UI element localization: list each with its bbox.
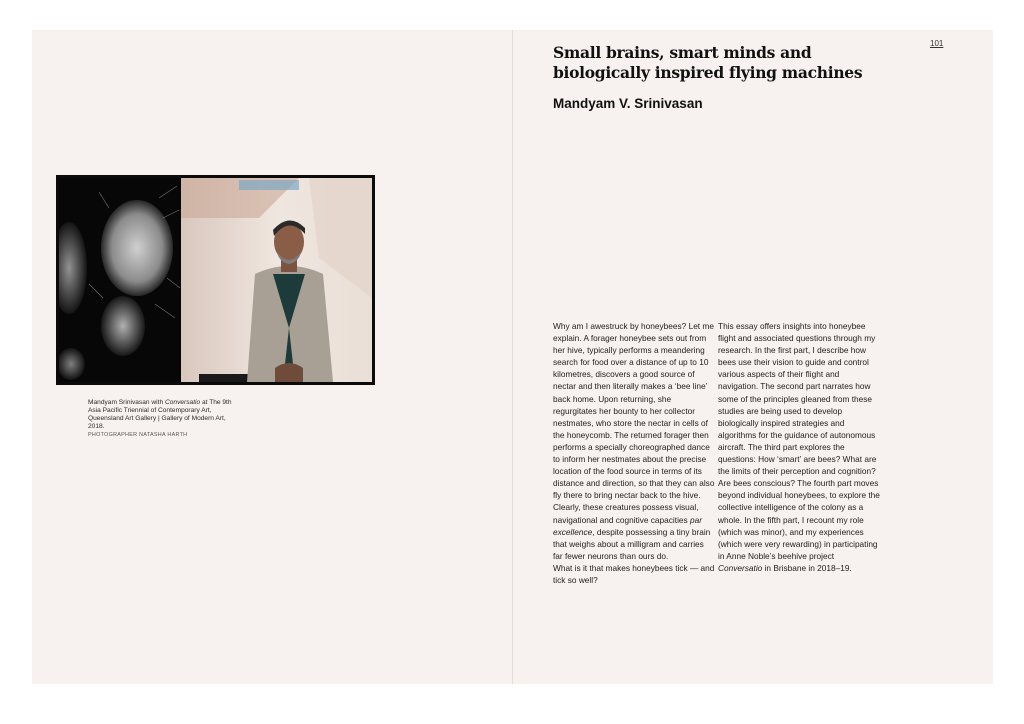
portrait-photograph (56, 175, 375, 385)
paragraph-3-text: This essay offers insights into honeybee flight and associated questions through my research. In the first part, I describe how bees use their vision to guide and control various aspects of their flight and navigation. The second part narrates how some of the principles gleaned from these studies are being used to develop biologically inspired strategies and algorithms for the guidance of autonomous aircraft. The third part explores the questions: How ‘smart’ are bees? What are the limits of their perception and cognition? Are bees conscious? The fourth part moves beyond individual honeybees, to explore the collective intelligence of the colony as a whole. In the fifth part, I recount my role (which was minor), and my experiences (which were very rewarding) in participating in Anne Noble’s beehive project (718, 321, 880, 561)
paragraph-3-end: in Brisbane in 2018–19. (762, 562, 852, 573)
body-column-2 (718, 320, 880, 574)
body-column-1 (553, 320, 715, 586)
page-number: 101 (930, 39, 944, 48)
page-gutter (512, 30, 513, 684)
caption-name: Mandyam Srinivasan with (88, 399, 165, 406)
photo-caption (88, 399, 238, 439)
author-name: Mandyam V. Srinivasan (553, 96, 703, 111)
title-line-2: biologically inspired flying machines (553, 63, 863, 82)
photo-credit: PHOTOGRAPHER NATASHA HARTH (88, 432, 188, 439)
paragraph-1-text: Why am I awestruck by honeybees? Let me explain. A forager honeybee sets out from her hive, typically performs a meandering search for food over a distance of up to 10 kilometres, discovers a good source of nectar and then literally makes a ‘bee line’ back home. Upon returning, she regurgitates her bounty to her collector nestmates, who store the nectar in cells of the honeycomb. The returned forager then performs a specially choreographed dance to inform her nestmates about the precise location of the food source in terms of its distance and direction, so that they can also fly there to bring nectar back to the hive. Clearly, these creatures possess visual, navigational and cognitive capacities (553, 321, 715, 525)
article-title (553, 43, 893, 83)
paragraph-1-italic: par excellence (553, 514, 702, 537)
photo-illustration (59, 178, 372, 382)
paragraph-2: What is it that makes honeybees tick — and tick so well? (553, 562, 715, 585)
paragraph-1-end: , despite possessing a tiny brain that weighs about a milligram and carries far fewer neurons than ours do. (553, 526, 711, 561)
paragraph-3-italic: Conversatio (718, 562, 763, 573)
paragraph-3 (718, 320, 880, 574)
paragraph-1 (553, 320, 715, 562)
title-line-1: Small brains, smart minds and (553, 43, 812, 62)
caption-details: at The 9th Asia Pacific Triennial of Contemporary Art, Queensland Art Gallery | Gallery of Modern Art, 2018. (88, 399, 232, 431)
caption-artwork-title: Conversatio (164, 399, 201, 406)
